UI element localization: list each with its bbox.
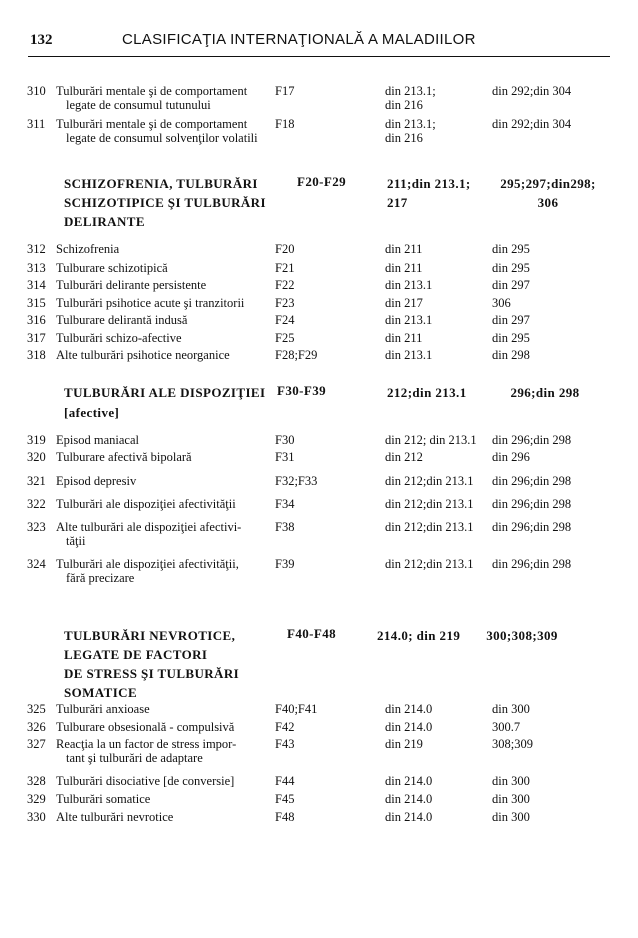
text-line: din 211 [385,261,423,275]
disorder-name [56,278,271,292]
text-line: din 300 [492,792,530,806]
text-line: din 212;din 213.1 [385,557,474,571]
section-icd9-codes [387,383,467,403]
icd9-codes [385,557,474,571]
disorder-name [56,557,271,585]
text-line: Schizofrenia [56,242,120,256]
icd9-codes [385,520,474,534]
code-number: 316 [27,313,46,327]
text-line: tant şi tulburări de adaptare [66,751,203,765]
icd9-codes [385,331,422,345]
page-number: 132 [30,32,53,48]
text-line: Tulburare afectivă bipolară [56,450,192,464]
text-line: din 212;din 213.1 [385,520,474,534]
text-line: 217 [387,195,408,210]
icd9-codes [385,810,432,824]
code-number: 326 [27,720,46,734]
code-number: 321 [27,474,46,488]
text-line: Episod depresiv [56,474,137,488]
text-line: din 214.0 [385,792,433,806]
text-line: Tulburări psihotice acute şi tranzitorii [56,296,245,310]
icd10-code: F31 [275,450,295,464]
header-rule [28,56,610,57]
icd9cm-codes [492,278,530,292]
icd9cm-codes [492,810,530,824]
section-icd9-codes [387,174,471,212]
disorder-name [56,792,271,806]
icd9-codes [385,242,422,256]
code-number: 310 [27,84,46,98]
text-line: din 213.1 [385,313,433,327]
section-icd10-range: F30-F39 [277,383,327,398]
icd10-code: F23 [275,296,295,310]
disorder-name [56,702,271,716]
code-number: 328 [27,774,46,788]
code-number: 314 [27,278,46,292]
text-line: legate de consumul solvenţilor volatili [66,131,258,145]
disorder-name [56,774,271,788]
text-line: 306 [492,296,511,310]
icd9cm-codes [492,450,530,464]
text-line: 300.7 [492,720,521,734]
icd9cm-codes [492,242,530,256]
text-line: din 213.1; [385,117,436,131]
icd10-code: F30 [275,433,295,447]
icd9-codes [385,84,436,112]
text-line: din 219 [385,737,423,751]
icd9cm-codes [492,296,511,310]
icd9cm-codes [492,313,530,327]
section-icd9cm-codes [480,383,610,403]
text-line: 295;297;din298; [500,176,596,191]
text-line: Tulburări mentale şi de comportament [56,117,248,131]
code-number: 329 [27,792,46,806]
text-line: Tulburare schizotipică [56,261,168,275]
section-title [64,626,239,702]
code-number: 317 [27,331,46,345]
text-line: din 211 [385,242,423,256]
text-line: din 300 [492,702,530,716]
icd9cm-codes [492,348,530,362]
disorder-name [56,720,271,734]
text-line: din 214.0 [385,702,433,716]
code-number: 318 [27,348,46,362]
title-line: SCHIZOFRENIA, TULBURĂRI [64,176,258,191]
icd9-codes [385,774,432,788]
text-line: 296;din 298 [510,385,580,400]
section-icd9cm-codes [467,626,577,645]
text-line: Tulburări disociative [de conversie] [56,774,235,788]
icd9cm-codes [492,474,571,488]
disorder-name [56,296,271,310]
icd9-codes [385,792,432,806]
text-line: Tulburări schizo-afective [56,331,182,345]
icd9cm-codes [492,117,571,131]
text-line: 308;309 [492,737,533,751]
text-line: Tulburări somatice [56,792,151,806]
text-line: din 214.0 [385,720,433,734]
code-number: 324 [27,557,46,571]
text-line: 300;308;309 [486,628,558,643]
title-line: TULBURĂRI NEVROTICE, [64,628,236,643]
icd9-codes [385,433,477,447]
icd10-code: F48 [275,810,295,824]
text-line: din 298 [492,348,530,362]
running-title: CLASIFICAŢIA INTERNAŢIONALĂ A MALADIILOR [122,31,476,48]
code-number: 311 [27,117,46,131]
code-number: 322 [27,497,46,511]
icd9cm-codes [492,557,571,571]
title-line: DELIRANTE [64,214,145,229]
icd9cm-codes [492,720,520,734]
text-line: Tulburări anxioase [56,702,150,716]
text-line: din 212;din 213.1 [385,497,474,511]
icd9-codes [385,296,423,310]
icd10-code: F17 [275,84,295,98]
icd9-codes [385,313,432,327]
code-number: 325 [27,702,46,716]
icd10-code: F28;F29 [275,348,318,362]
disorder-name [56,313,271,327]
code-number: 320 [27,450,46,464]
text-line: din 213.1; [385,84,436,98]
text-line: Tulburări mentale şi de comportament [56,84,248,98]
icd9-codes [385,702,432,716]
text-line: din 296 [492,450,530,464]
text-line: din 300 [492,774,530,788]
text-line: din 296;din 298 [492,557,572,571]
page-header [28,30,610,54]
disorder-name [56,242,271,256]
text-line: din 216 [385,131,423,145]
disorder-name [56,474,271,488]
disorder-name [56,450,271,464]
icd9-codes [385,474,474,488]
text-line: 211;din 213.1; [387,176,471,191]
text-line: tăţii [66,534,86,548]
title-line: LEGATE DE FACTORI [64,647,208,662]
section-icd10-range: F40-F48 [287,626,337,641]
title-line: [afective] [64,405,120,420]
text-line: Alte tulburări nevrotice [56,810,174,824]
icd9-codes [385,720,432,734]
icd10-code: F25 [275,331,295,345]
icd10-code: F45 [275,792,295,806]
disorder-name [56,117,271,145]
text-line: din 214.0 [385,810,433,824]
icd9-codes [385,278,432,292]
section-icd10-range: F20-F29 [297,174,347,189]
disorder-name [56,520,271,548]
text-line: 306 [537,195,559,210]
icd9cm-codes [492,792,530,806]
icd10-code: F40;F41 [275,702,318,716]
disorder-name [56,497,271,511]
icd9-codes [385,497,474,511]
text-line: Tulburări ale dispoziţiei afectivităţii [56,497,236,511]
text-line: Alte tulburări ale dispoziţiei afectivi- [56,520,242,534]
text-line: Reacţia la un factor de stress impor- [56,737,237,751]
icd10-code: F18 [275,117,295,131]
icd9-codes [385,348,432,362]
disorder-name [56,737,271,765]
disorder-name [56,84,271,112]
icd10-code: F44 [275,774,295,788]
code-number: 327 [27,737,46,751]
icd9cm-codes [492,702,530,716]
text-line: 212;din 213.1 [387,385,467,400]
code-number: 312 [27,242,46,256]
text-line: din 217 [385,296,423,310]
text-line: din 216 [385,98,423,112]
text-line: din 292;din 304 [492,84,572,98]
icd9-codes [385,261,422,275]
text-line: din 295 [492,331,530,345]
disorder-name [56,810,271,824]
section-title [64,383,265,423]
text-line: Tulburări delirante persistente [56,278,207,292]
icd9cm-codes [492,497,571,511]
icd9cm-codes [492,84,571,98]
text-line: Tulburare obsesională - compulsivă [56,720,235,734]
title-line: TULBURĂRI ALE DISPOZIŢIEI [64,385,266,400]
disorder-name [56,331,271,345]
disorder-name [56,261,271,275]
icd10-code: F34 [275,497,295,511]
text-line: din 295 [492,261,530,275]
text-line: din 297 [492,278,530,292]
icd10-code: F38 [275,520,295,534]
icd10-code: F21 [275,261,295,275]
code-number: 319 [27,433,46,447]
text-line: din 297 [492,313,530,327]
text-line: Alte tulburări psihotice neorganice [56,348,230,362]
disorder-name [56,433,271,447]
text-line: Episod maniacal [56,433,139,447]
title-line: SCHIZOTIPICE ŞI TULBURĂRI [64,195,266,210]
title-line: DE STRESS ŞI TULBURĂRI [64,666,240,681]
text-line: Tulburări ale dispoziţiei afectivităţii, [56,557,239,571]
text-line: din 212;din 213.1 [385,474,474,488]
text-line: 214.0; din 219 [377,628,461,643]
title-line: SOMATICE [64,685,138,700]
text-line: din 296;din 298 [492,474,572,488]
text-line: din 214.0 [385,774,433,788]
text-line: din 295 [492,242,530,256]
section-icd9cm-codes [478,174,618,212]
text-line: din 213.1 [385,278,433,292]
text-line: fără precizare [66,571,135,585]
disorder-name [56,348,271,362]
icd10-code: F42 [275,720,295,734]
icd10-code: F24 [275,313,295,327]
text-line: din 213.1 [385,348,433,362]
code-number: 315 [27,296,46,310]
text-line: din 292;din 304 [492,117,572,131]
text-line: din 212; din 213.1 [385,433,477,447]
icd10-code: F20 [275,242,295,256]
section-title [64,174,266,231]
section-icd9-codes [377,626,460,645]
text-line: din 211 [385,331,423,345]
code-number: 330 [27,810,46,824]
icd9-codes [385,737,423,751]
text-line: din 296;din 298 [492,520,572,534]
text-line: din 296;din 298 [492,497,572,511]
text-line: legate de consumul tutunului [66,98,211,112]
icd9cm-codes [492,331,530,345]
text-line: din 296;din 298 [492,433,572,447]
icd9-codes [385,450,423,464]
icd9cm-codes [492,433,571,447]
code-number: 313 [27,261,46,275]
code-number: 323 [27,520,46,534]
text-line: Tulburare delirantă indusă [56,313,188,327]
icd9cm-codes [492,261,530,275]
icd9cm-codes [492,774,530,788]
icd9-codes [385,117,436,145]
icd10-code: F32;F33 [275,474,318,488]
icd10-code: F22 [275,278,295,292]
icd10-code: F39 [275,557,295,571]
text-line: din 300 [492,810,530,824]
text-line: din 212 [385,450,423,464]
icd10-code: F43 [275,737,295,751]
icd9cm-codes [492,737,533,751]
icd9cm-codes [492,520,571,534]
